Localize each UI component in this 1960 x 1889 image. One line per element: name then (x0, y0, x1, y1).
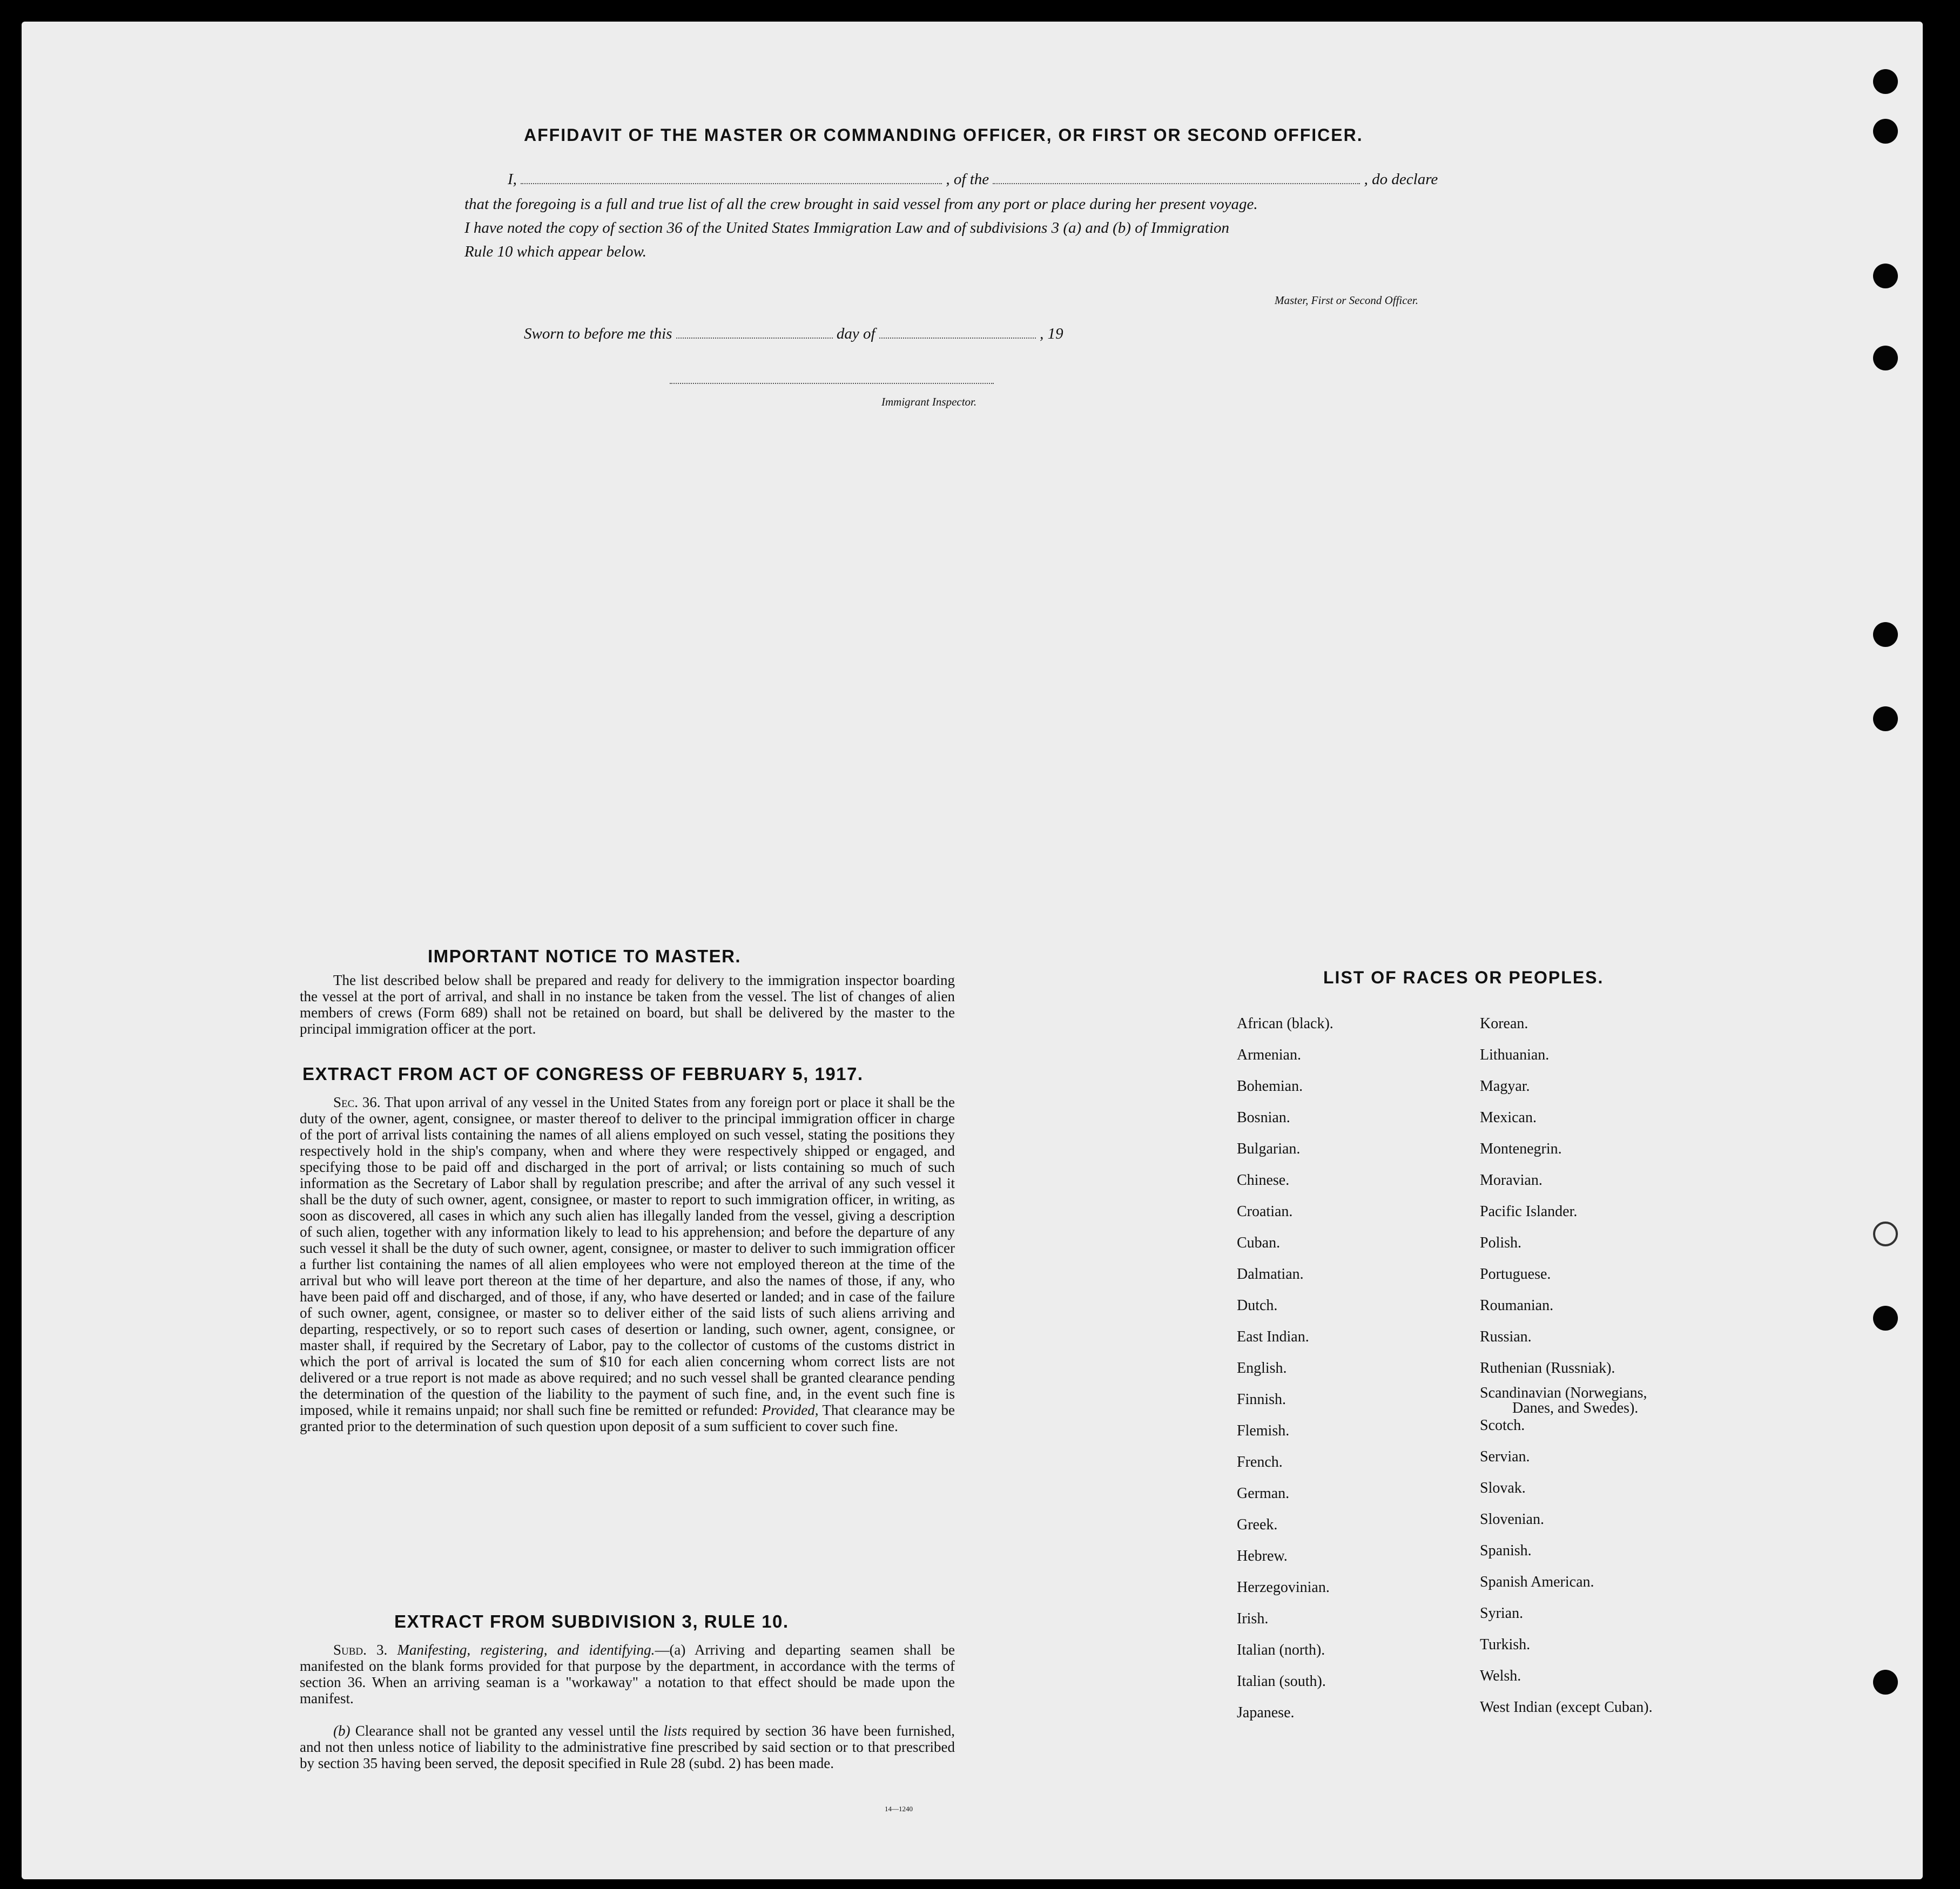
rule-subd-a-text (300, 1642, 955, 1706)
binder-hole (1873, 264, 1898, 288)
affidavit-declaration-line (508, 171, 1438, 188)
race-item: Roumanian. (1480, 1297, 1554, 1314)
subd-b-text2: required by section 36 have been furnished, and not then unless notice of liability to the administrative fine prescribed by said section or to that prescribed by section 35 having been served, the deposit specified in Rule 28 (subd. 2) has been made. (300, 1723, 955, 1771)
act-heading: EXTRACT FROM ACT OF CONGRESS OF FEBRUARY 5, 1917. (302, 1064, 864, 1084)
subd-title: Manifesting, registering, and identifying. (397, 1642, 655, 1658)
race-item: Herzegovinian. (1237, 1579, 1330, 1596)
document-page (22, 22, 1923, 1879)
year-text: , 19 (1040, 325, 1063, 342)
race-item: Russian. (1480, 1328, 1532, 1345)
rule-heading: EXTRACT FROM SUBDIVISION 3, RULE 10. (394, 1611, 789, 1631)
race-item: Moravian. (1480, 1172, 1543, 1189)
race-item-line: Danes, and Swedes). (1512, 1400, 1639, 1416)
affidavit-line-3: I have noted the copy of section 36 of the United States Immigration Law and of subdivisions 3 (a) and (b) of Immigration (464, 219, 1230, 237)
race-item: Slovenian. (1480, 1511, 1544, 1528)
race-item: Welsh. (1480, 1668, 1521, 1684)
binder-hole (1873, 1306, 1898, 1331)
subd-label: Subd. 3. (333, 1642, 388, 1658)
race-item: Polish. (1480, 1234, 1522, 1251)
race-item: Korean. (1480, 1015, 1528, 1032)
races-column-2 (1480, 1015, 1653, 1730)
race-item-line: Scandinavian (Norwegians, (1480, 1385, 1647, 1401)
race-item: Flemish. (1237, 1422, 1290, 1439)
races-column-1 (1237, 1015, 1333, 1736)
race-item: Cuban. (1237, 1234, 1281, 1251)
race-item: Japanese. (1237, 1704, 1295, 1721)
affidavit-do-declare: , do declare (1364, 171, 1438, 188)
race-item: Greek. (1237, 1516, 1278, 1533)
race-item: Scotch. (1480, 1417, 1525, 1434)
race-item: Hebrew. (1237, 1548, 1288, 1564)
races-heading: LIST OF RACES OR PEOPLES. (1323, 968, 1604, 987)
subd-b-label: (b) (333, 1723, 351, 1739)
race-item: Slovak. (1480, 1480, 1526, 1496)
race-item: Montenegrin. (1480, 1141, 1562, 1157)
subd-b-lists: lists (663, 1723, 688, 1739)
binder-hole (1873, 346, 1898, 370)
race-item: French. (1237, 1454, 1283, 1470)
race-item: German. (1237, 1485, 1290, 1502)
race-item: Dalmatian. (1237, 1266, 1304, 1283)
race-item: East Indian. (1237, 1328, 1309, 1345)
affidavit-line-2: that the foregoing is a full and true list of all the crew brought in said vessel from any port or place during her present voyage. (464, 195, 1258, 213)
day-of-text: day of (836, 325, 875, 342)
race-item: Spanish. (1480, 1542, 1532, 1559)
sworn-line (524, 325, 1063, 343)
race-item: Ruthenian (Russniak). (1480, 1360, 1615, 1377)
master-signature-caption: Master, First or Second Officer. (1275, 294, 1418, 307)
subd-b-text1: Clearance shall not be granted any vessel until the (355, 1723, 659, 1739)
race-item: Mexican. (1480, 1109, 1537, 1126)
race-item: Servian. (1480, 1448, 1530, 1465)
race-item: Turkish. (1480, 1636, 1531, 1653)
race-item: Syrian. (1480, 1605, 1524, 1622)
race-item: Italian (south). (1237, 1673, 1326, 1690)
notice-heading: IMPORTANT NOTICE TO MASTER. (428, 946, 742, 966)
race-item: Pacific Islander. (1480, 1203, 1578, 1220)
race-item: West Indian (except Cuban). (1480, 1699, 1653, 1716)
sworn-text: Sworn to before me this (524, 325, 672, 342)
race-item: Dutch. (1237, 1297, 1278, 1314)
binder-hole (1873, 622, 1898, 647)
form-number: 14—1240 (885, 1805, 913, 1813)
race-item (1480, 1386, 1653, 1417)
binder-hole (1873, 706, 1898, 731)
race-item: Magyar. (1480, 1078, 1530, 1095)
race-item: Croatian. (1237, 1203, 1293, 1220)
master-name-blank (521, 183, 942, 184)
race-item: Irish. (1237, 1610, 1269, 1627)
race-item: Lithuanian. (1480, 1047, 1550, 1063)
subd-a-text: —(a) Arriving and departing seamen shall be manifested on the blank forms provided for that purpose by the department, in accordance with the terms of section 36. When an arriving seaman is a "workaway" a notation to that effect should be made upon the manifest. (300, 1642, 955, 1706)
act-section-36-text (300, 1094, 955, 1434)
race-item: Italian (north). (1237, 1642, 1325, 1658)
race-item: Chinese. (1237, 1172, 1290, 1189)
binder-hole (1873, 1670, 1898, 1695)
sec-text-end: That clearance may be granted prior to the determination of such question upon deposit of a sum sufficient to cover such fine. (300, 1402, 955, 1434)
race-item: Bosnian. (1237, 1109, 1290, 1126)
affidavit-heading: AFFIDAVIT OF THE MASTER OR COMMANDING OFFICER, OR FIRST OR SECOND OFFICER. (524, 125, 1363, 145)
sec-text: That upon arrival of any vessel in the United States from any foreign port or place it shall be the duty of the owner, agent, consignee, or master thereof to deliver to the principal immigration officer in charge of the port of arrival lists containing the names of all aliens employed on such vessel, stating the positions they respectively hold in the ship's company, when and where they were respectively shipped or engaged, and specifying those to be paid off and discharged in the port of arrival; or lists containing so much of such information as the Secretary of Labor shall by regulation prescribe; and after the arrival of any such vessel it shall be the duty of such owner, agent, consignee, or master to report to such immigration officer, in writing, as soon as discovered, all cases in which any such alien has illegally landed from the vessel, giving a description of such alien, together with any information likely to lead to his apprehension; and before the departure of any such vessel it shall be the duty of such owner, agent, consignee, or master to deliver to such immigration officer a further list containing the names of all alien employees who were not employed thereon at the time of the arrival but who will leave port thereon at the time of her departure, and also the names of those, if any, who have been paid off and discharged, and of those, if any, who have deserted or landed; and in case of the failure of such owner, agent, consignee, or master so to deliver either of the said lists of such aliens arriving and departing, respectively, or so to report such cases of desertion or landing, such owner, agent, consignee, or master shall, if required by the Secretary of Labor, pay to the collector of customs of the customs district in which the port of arrival is located the sum of $10 for each alien concerning whom correct lists are not delivered or a true report is not made as above required; and no such vessel shall be granted clearance pending the determination of the question of the liability to the payment of such fine, and, in the event such fine is imposed, while it remains unpaid; nor shall such fine be remitted or refunded: (300, 1094, 955, 1418)
provided-text: Provided, (762, 1402, 819, 1418)
inspector-caption: Immigrant Inspector. (881, 395, 977, 408)
race-item: Portuguese. (1480, 1266, 1551, 1283)
affidavit-i: I, (508, 171, 517, 188)
inspector-signature-blank (670, 382, 994, 384)
vessel-name-blank (993, 183, 1360, 184)
sec-label: Sec. 36. (333, 1094, 381, 1110)
race-item: Armenian. (1237, 1047, 1301, 1063)
affidavit-line-4: Rule 10 which appear below. (464, 243, 646, 260)
binder-hole (1873, 119, 1898, 144)
race-item: English. (1237, 1360, 1287, 1377)
race-item: African (black). (1237, 1015, 1333, 1032)
race-item: Bohemian. (1237, 1078, 1303, 1095)
affidavit-of-the: , of the (946, 171, 989, 188)
sworn-day-blank (676, 337, 833, 339)
race-item: Finnish. (1237, 1391, 1287, 1408)
notice-text: The list described below shall be prepared and ready for delivery to the immigration inspector boarding the vessel at the port of arrival, and shall in no instance be taken from the vessel. The list of changes of alien members of crews (Form 689) shall not be retained on board, but shall be delivered by the master to the principal immigration officer at the port. (300, 972, 955, 1037)
sworn-month-blank (879, 337, 1036, 339)
binder-hole (1873, 1222, 1898, 1246)
rule-subd-b-text (300, 1723, 955, 1771)
race-item: Spanish American. (1480, 1574, 1594, 1590)
binder-hole (1873, 69, 1898, 94)
race-item: Bulgarian. (1237, 1141, 1301, 1157)
